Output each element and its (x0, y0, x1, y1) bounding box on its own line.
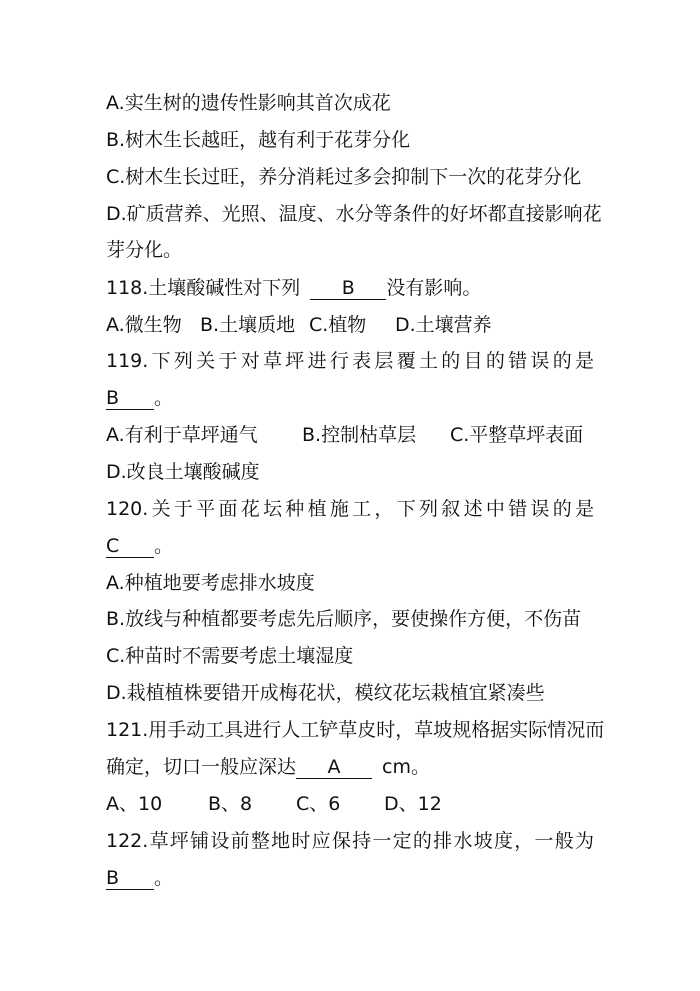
q118-option-c: C.植物 (309, 314, 367, 336)
q119-stem-after: 。 (154, 387, 174, 409)
q117-option-c: C.树木生长过旺，养分消耗过多会抑制下一次的花芽分化 (106, 166, 582, 188)
q122-stem-after: 。 (154, 867, 174, 889)
q119-option-c: C.平整草坪表面 (450, 424, 584, 446)
q120-answer-blank: C (106, 535, 154, 558)
q119-stem-line1: 119.下列关于对草坪进行表层覆土的目的错误的是 (106, 350, 594, 372)
q118-option-a: A.微生物 (106, 314, 182, 336)
q117-option-a: A.实生树的遗传性影响其首次成花 (106, 92, 391, 114)
q118-option-b: B.土壤质地 (200, 314, 296, 336)
q120-option-b: B.放线与种植都要考虑先后顺序，要使操作方便，不伤苗 (106, 608, 582, 630)
q117-option-b: B.树木生长越旺，越有利于花芽分化 (106, 129, 411, 151)
q121-option-b: B、8 (208, 793, 253, 815)
q120-stem-line2 (106, 533, 606, 559)
q120-option-a: A.种植地要考虑排水坡度 (106, 572, 315, 594)
q122-stem-line2 (106, 865, 606, 891)
q119-options (106, 422, 606, 448)
q122-answer-blank: B (106, 867, 154, 890)
q119-option-a: A.有利于草坪通气 (106, 424, 258, 446)
q121-option-d: D、12 (384, 793, 442, 815)
q118-options (106, 312, 606, 338)
q121-options (106, 791, 606, 817)
q118-answer-blank: B (310, 277, 386, 300)
q119-option-b: B.控制枯草层 (302, 424, 417, 446)
q120-stem-line1: 120.关于平面花坛种植施工，下列叙述中错误的是 (106, 498, 594, 520)
q121-answer-blank: A (296, 756, 372, 779)
q118-stem-before: 118.土壤酸碱性对下列 (106, 277, 301, 299)
q118-stem (106, 275, 606, 301)
q121-option-c: C、6 (296, 793, 341, 815)
q121-option-a: A、10 (106, 793, 163, 815)
q121-stem-after: cm。 (382, 756, 430, 778)
q120-option-d: D.栽植植株要错开成梅花状，模纹花坛栽植宜紧凑些 (106, 682, 545, 704)
q119-answer-blank: B (106, 387, 154, 410)
q120-stem-after: 。 (154, 535, 174, 557)
q118-option-d: D.土壤营养 (395, 314, 492, 336)
q120-option-c: C.种苗时不需要考虑土壤湿度 (106, 645, 354, 667)
q117-option-d-line2: 芽分化。 (106, 239, 183, 261)
q117-option-d-line1: D.矿质营养、光照、温度、水分等条件的好坏都直接影响花 (106, 203, 602, 225)
q121-stem-line1: 121.用手动工具进行人工铲草皮时，草坡规格据实际情况而 (106, 719, 605, 741)
q122-stem-line1: 122.草坪铺设前整地时应保持一定的排水坡度，一般为 (106, 830, 594, 852)
q119-stem-line2 (106, 385, 606, 411)
q118-stem-after: 没有影响。 (386, 277, 482, 299)
q119-option-d: D.改良土壤酸碱度 (106, 461, 260, 483)
q121-stem-before: 确定，切口一般应深达 (106, 756, 297, 778)
q121-stem-line2 (106, 754, 606, 780)
